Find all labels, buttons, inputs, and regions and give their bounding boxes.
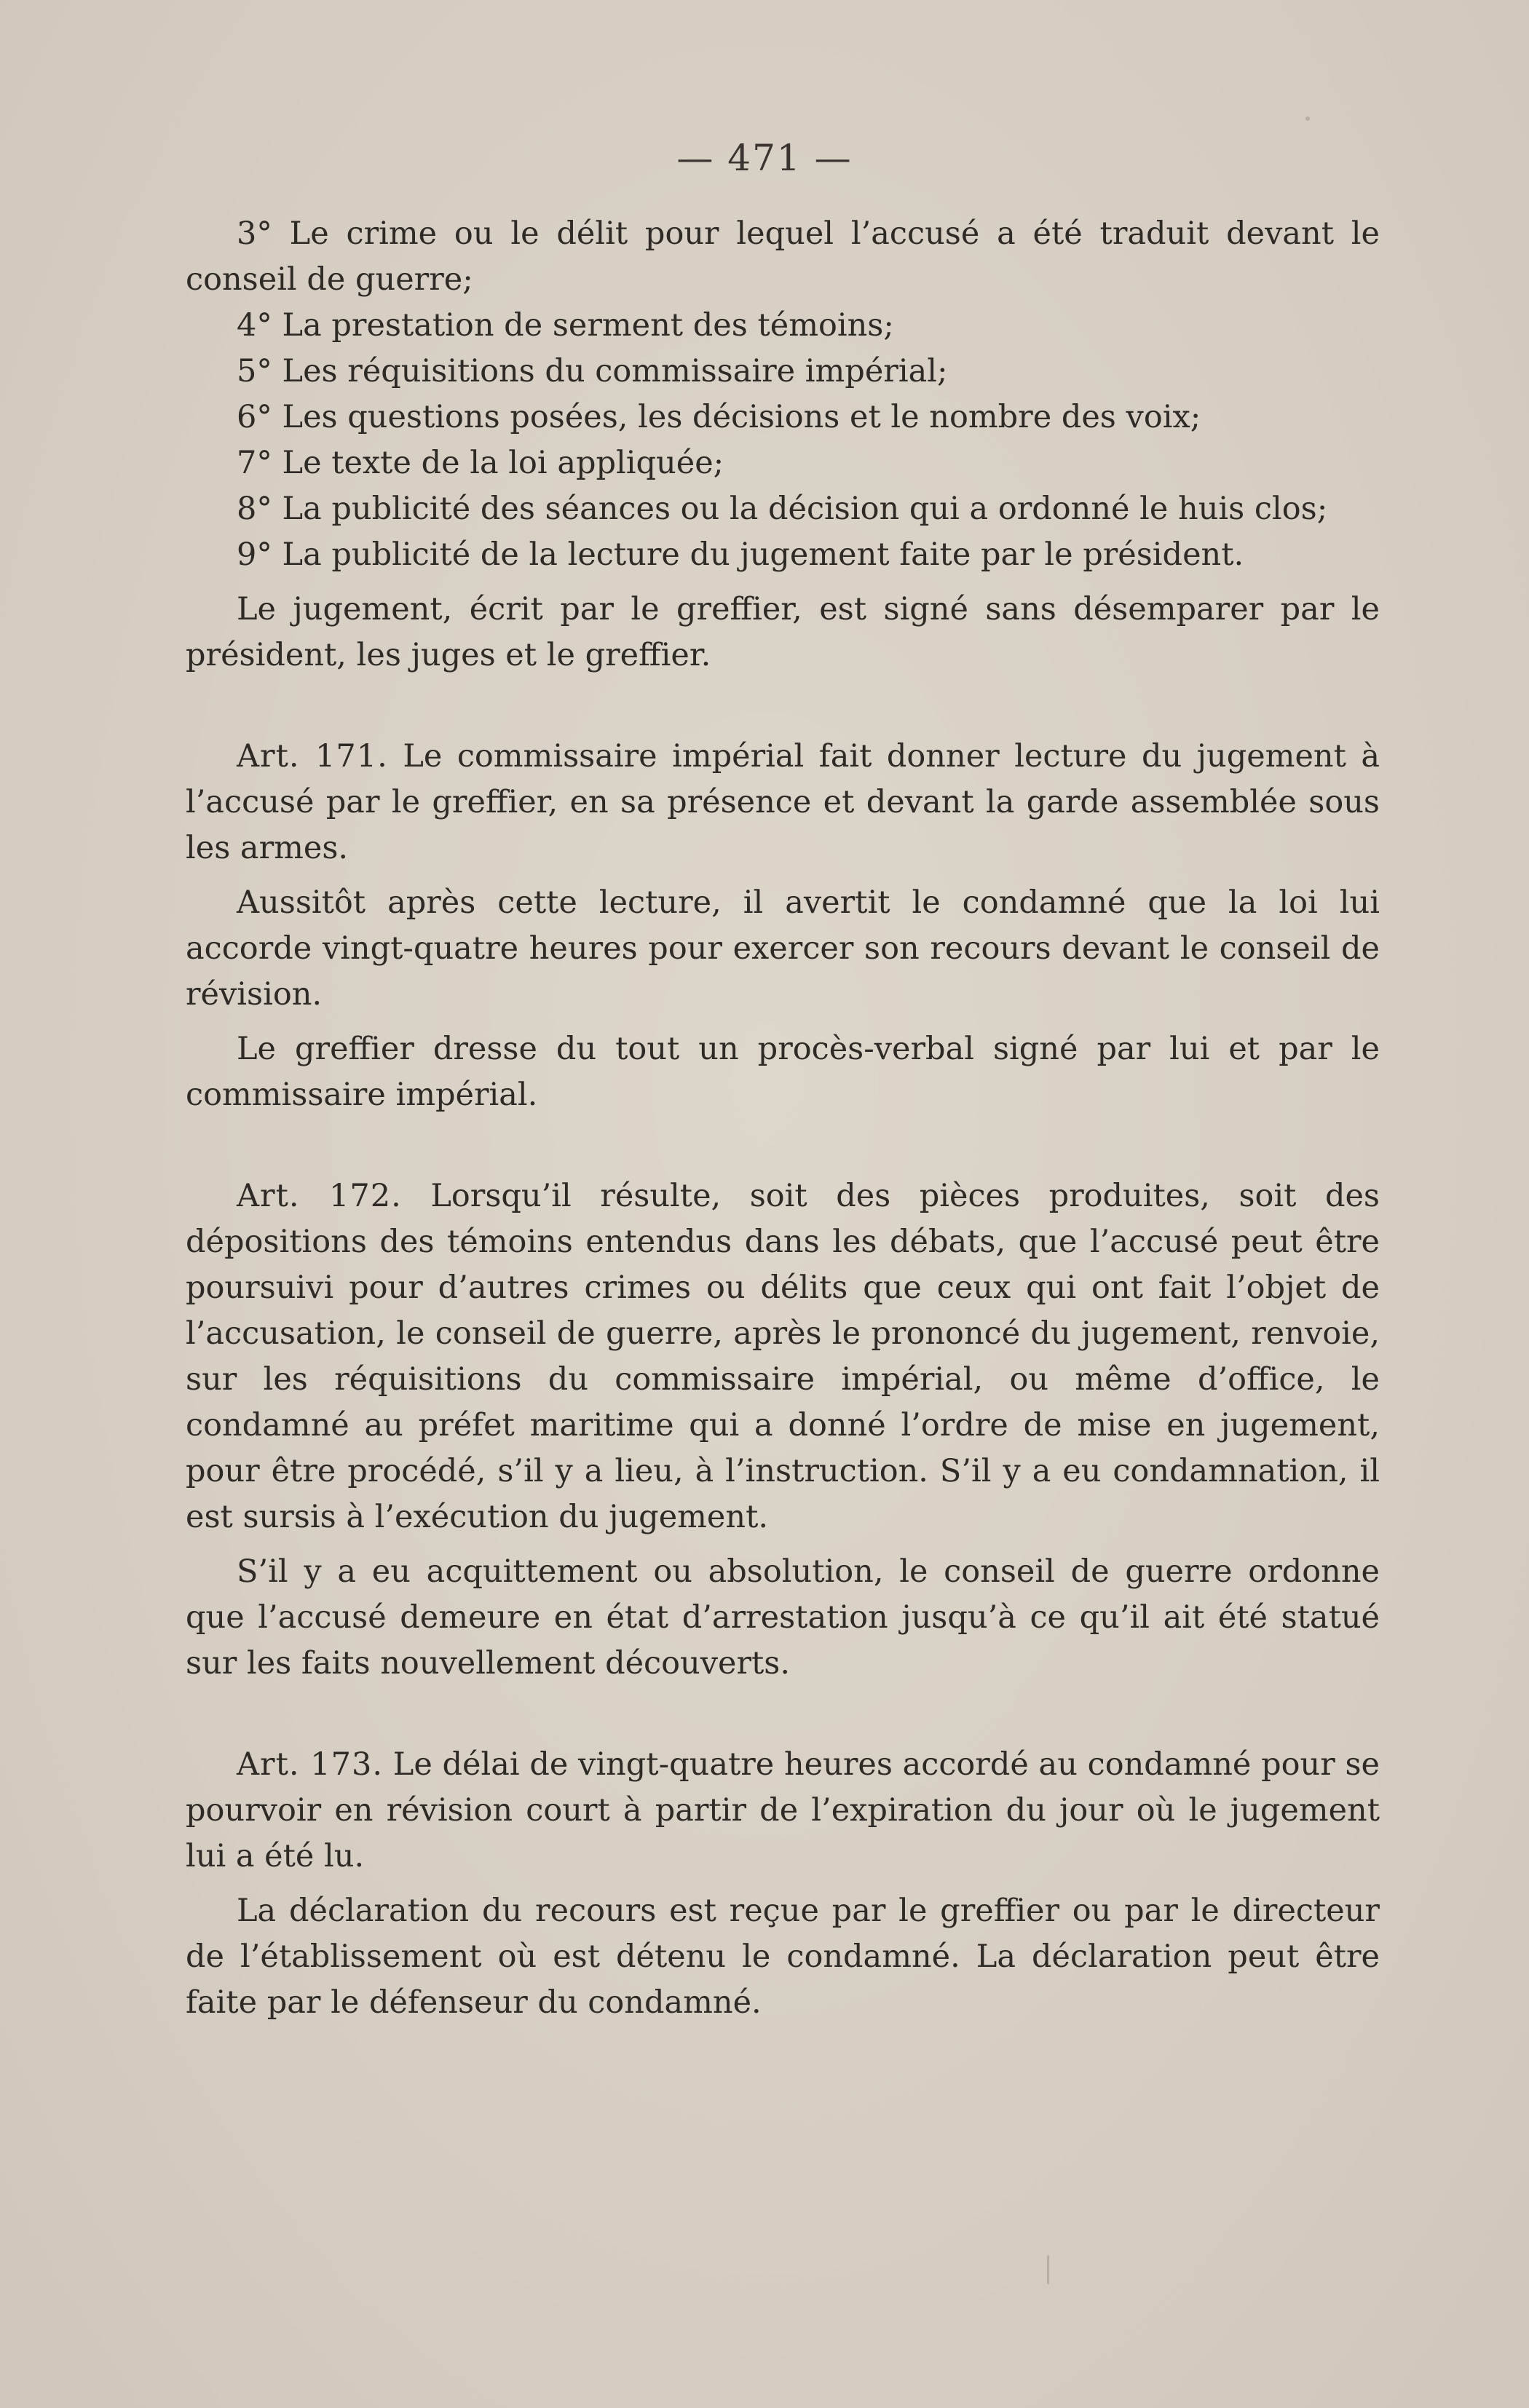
article-label: Art. 171. xyxy=(237,738,388,775)
article-paragraph: S’il y a eu acquittement ou absolution, le conseil de guerre ordonne que l’accusé demeure en état d’arrestation jusqu’à ce qu’il ait été statué sur les faits nouvellement découverts. xyxy=(186,1553,1380,1682)
paper-speck xyxy=(1305,116,1310,121)
article-text: Le délai de vingt-quatre heures accordé au condamné pour se pourvoir en révision court à partir de l’expiration du jour où le jugement lui a été lu. xyxy=(186,1746,1380,1874)
paper-speck xyxy=(1047,2255,1049,2284)
article-171 xyxy=(186,734,1380,1118)
page-number: — 471 — xyxy=(676,137,853,179)
list-item: 8° La publicité des séances ou la décision qui a ordonné le huis clos; xyxy=(237,491,1328,527)
closing-paragraph: Le jugement, écrit par le greffier, est signé sans désemparer par le président, les juges et le greffier. xyxy=(186,591,1380,673)
article-paragraph xyxy=(186,734,1380,871)
list-item: 4° La prestation de serment des témoins; xyxy=(237,307,894,344)
list-item: 6° Les questions posées, les décisions et le nombre des voix; xyxy=(237,399,1201,435)
article-label: Art. 173. xyxy=(237,1746,384,1783)
article-172 xyxy=(186,1173,1380,1687)
list-item: 9° La publicité de la lecture du jugement faite par le président. xyxy=(237,536,1244,573)
article-paragraph xyxy=(186,1742,1380,1880)
list-item: 3° Le crime ou le délit pour lequel l’accusé a été traduit devant le conseil de guerre; xyxy=(186,215,1380,298)
article-text: Lorsqu’il résulte, soit des pièces produites, soit des dépositions des témoins entendus dans les débats, que l’accusé peut être poursuivi pour d’autres crimes ou délits que ceux qui ont fait l’objet de l’accusation, le conseil de guerre, après le prononcé du jugement, renvoie, sur les réquisitions du commissaire impérial, ou même d’office, le condamné au préfet maritime qui a donné l’ordre de mise en jugement, pour être procédé, s’il y a lieu, à l’instruction. S’il y a eu condamnation, il est sursis à l’exécution du jugement. xyxy=(186,1178,1380,1535)
article-text: Le commissaire impérial fait donner lecture du jugement à l’accusé par le greffier, en sa présence et devant la garde assemblée sous les armes. xyxy=(186,738,1380,866)
article-173 xyxy=(186,1742,1380,2026)
article-paragraph: La déclaration du recours est reçue par le greffier ou par le directeur de l’établissement où est détenu le condamné. La déclaration peut être faite par le défenseur du condamné. xyxy=(186,1893,1380,2021)
body-text xyxy=(186,211,1380,2026)
list-item: 5° Les réquisitions du commissaire impérial; xyxy=(237,353,948,389)
list-item: 7° Le texte de la loi appliquée; xyxy=(237,445,724,481)
article-paragraph: Aussitôt après cette lecture, il avertit le condamné que la loi lui accorde vingt-quatre heures pour exercer son recours devant le conseil de révision. xyxy=(186,884,1380,1013)
article-paragraph: Le greffier dresse du tout un procès-verbal signé par lui et par le commissaire impérial. xyxy=(186,1031,1380,1113)
article-paragraph xyxy=(186,1173,1380,1540)
article-label: Art. 172. xyxy=(237,1178,402,1214)
